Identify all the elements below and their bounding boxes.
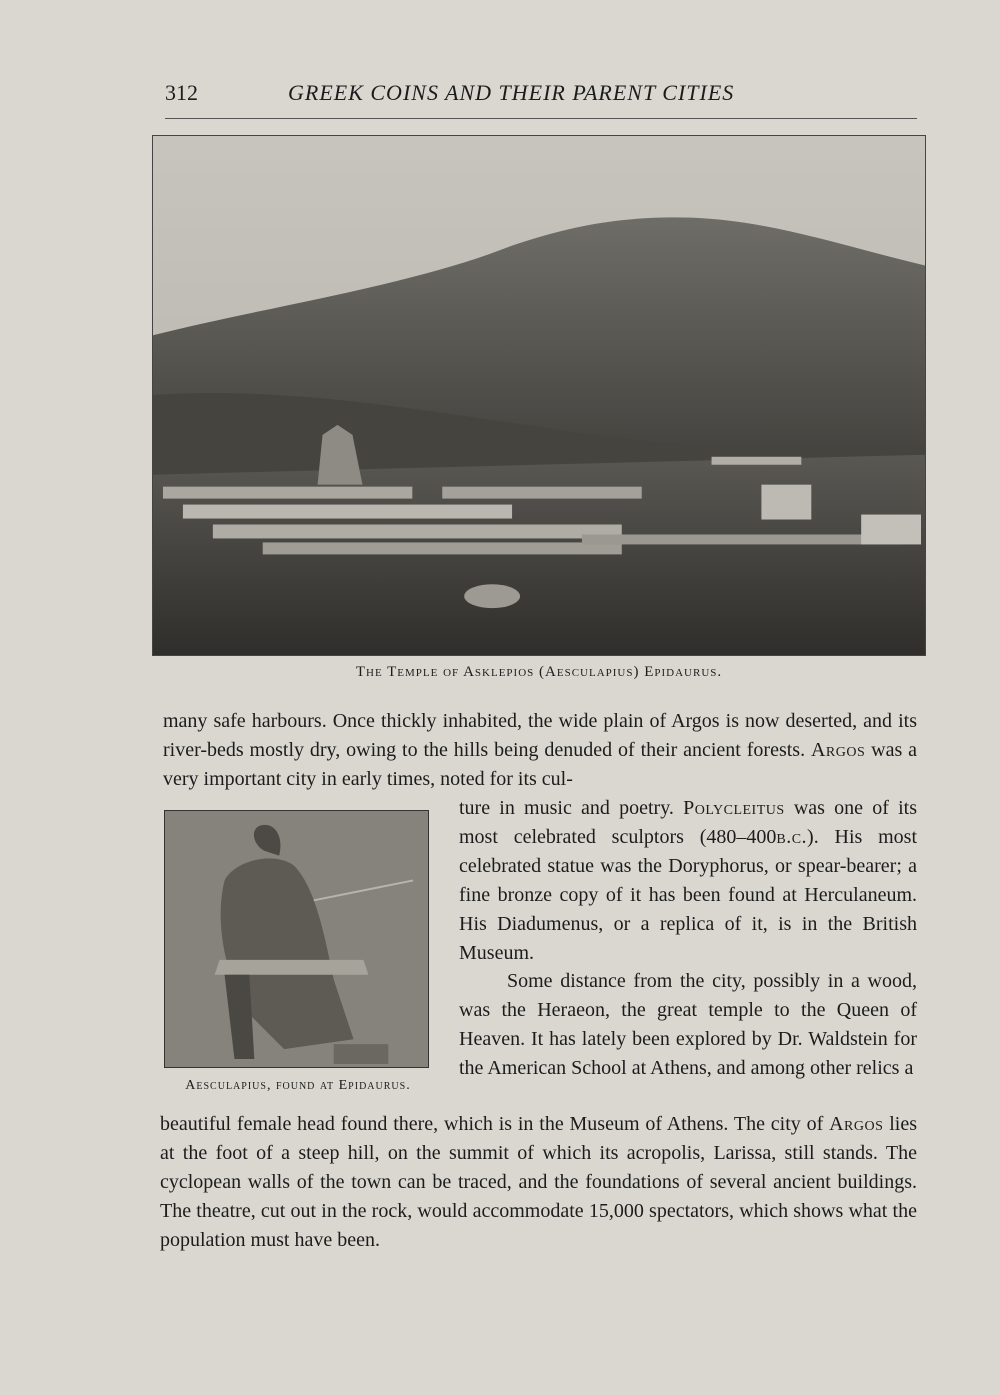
text-p2-a: Some distance from the city, possibly in a wood, was the Heraeon, the great temple to the Queen of Heaven. It has lately been explored by Dr. Waldstein for the American School at Athens, and among other relics a	[459, 970, 917, 1080]
text-bc: b.c.	[776, 825, 808, 848]
text-p2-b: beautiful female head found there, which is in the Museum of Athens. The city of	[160, 1113, 824, 1135]
text-argos-1: Argos	[810, 738, 866, 761]
text-argos-2: Argos	[829, 1113, 884, 1135]
statue-photograph	[164, 810, 429, 1068]
text-polycleitus: Polycleitus	[683, 797, 785, 819]
text-p1-c: ture in music and poetry.	[459, 797, 674, 819]
text-p1-e: ). His most celebrated statue was the Doryphorus, or spear-bearer; a fine bronze copy of it has been found at Herculaneum. His Diadumenus, or a replica of it, is in the British Museum.	[459, 825, 917, 964]
header-rule	[165, 118, 917, 119]
text-top	[163, 707, 917, 794]
running-title: GREEK COINS AND THEIR PARENT CITIES	[288, 80, 735, 105]
text-p2-c: lies at the foot of a steep hill, on the summit of which its acropolis, Larissa, still stands. The cyclopean walls of the town can be traced, and the foundations of several ancient buildings. The theatre, cut out in the rock, would accommodate 15,000 spectators, which shows what the population must have been.	[160, 1113, 917, 1251]
temple-caption: The Temple of Asklepios (Aesculapius) Epidaurus.	[355, 664, 723, 680]
running-head	[165, 80, 917, 114]
temple-photograph	[152, 135, 926, 656]
text-right-column	[459, 794, 917, 1083]
page-number: 312	[165, 80, 198, 105]
text-p1-b: was a very important city in early times, noted for its cul-	[163, 738, 918, 790]
statue-caption: Aesculapius, found at Epidaurus.	[185, 1078, 411, 1093]
text-p1-d: was one of its most celebrated sculptors (480–400	[459, 797, 917, 848]
text-p1-a: many safe harbours. Once thickly inhabited, the wide plain of Argos is now deserted, and its river-beds mostly dry, owing to the hills being denuded of their ancient forests.	[163, 710, 917, 761]
text-bottom	[160, 1110, 917, 1255]
